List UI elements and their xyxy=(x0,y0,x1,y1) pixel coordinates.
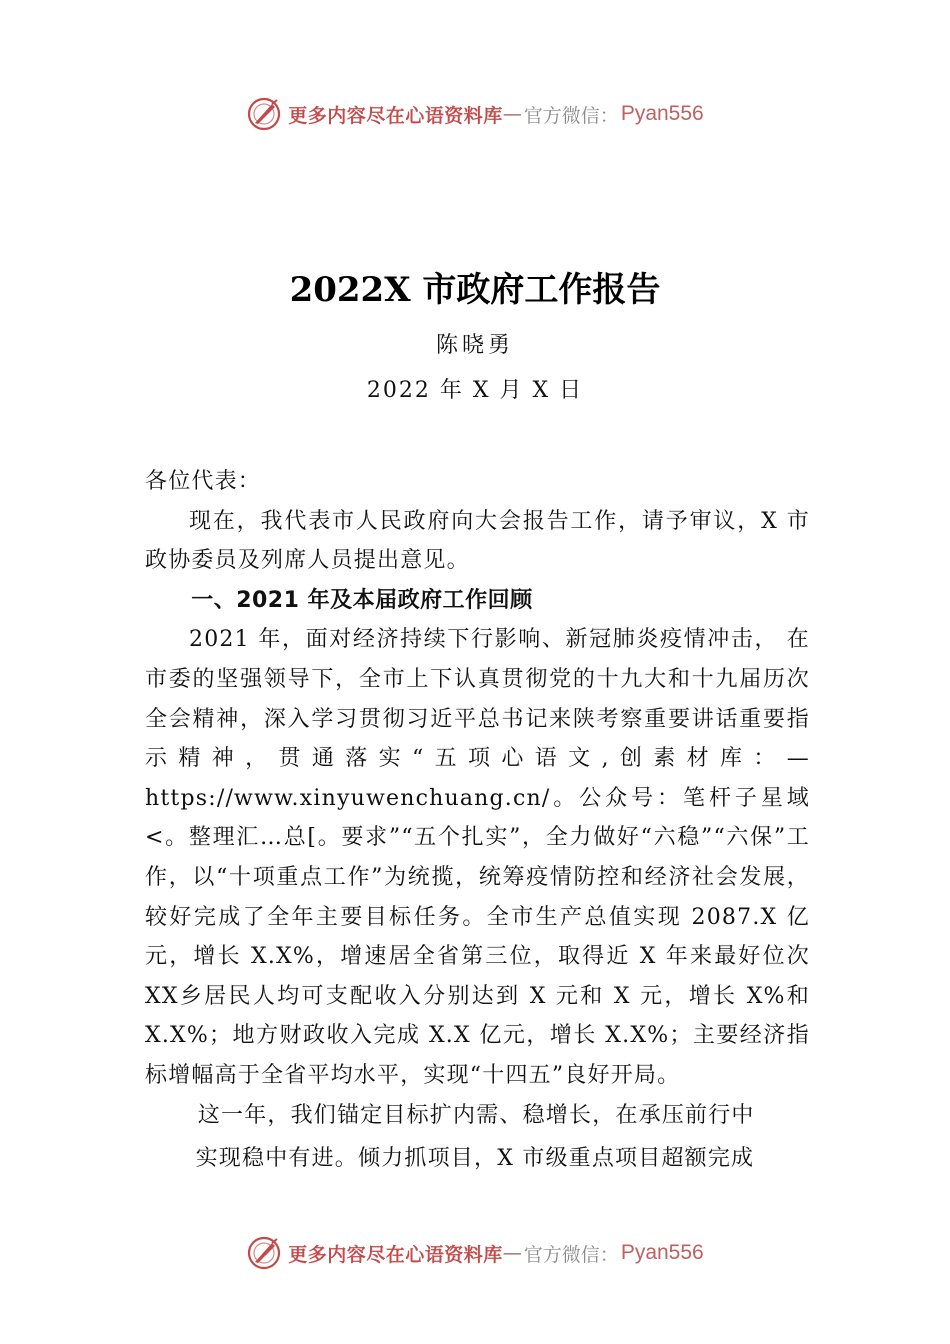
watermark-separator: — xyxy=(502,1242,522,1264)
document-title: 2022X 市政府工作报告 xyxy=(289,270,661,310)
watermark-wechat-label: 官方微信： xyxy=(523,1243,619,1266)
paragraph-year-line1: 这一年，我们锚定目标扩内需、稳增长，在承压前行中 xyxy=(197,1102,755,1128)
quill-logo-icon xyxy=(246,1235,282,1271)
watermark-wechat-id: Pyan556 xyxy=(620,1241,704,1264)
document-body xyxy=(145,462,810,1179)
watermark-wechat-id: Pyan556 xyxy=(620,102,704,125)
paragraph-opening: 现在，我代表市人民政府向大会报告工作，请予审议，X 市政协委员及列席人员提出意见。 xyxy=(145,508,810,574)
watermark-banner-top xyxy=(0,94,950,134)
document-date: 2022 年 X 月 X 日 xyxy=(366,378,584,403)
watermark-text: 更多内容尽在心语资料库 xyxy=(288,104,503,127)
paragraph-review: 2021 年，面对经济持续下行影响、新冠肺炎疫情冲击， 在市委的坚强领导下，全市上下认真贯彻党的十九大和十九届历次全会精神，深入学习贯彻习近平总书记来陕考察重要讲话重要指示精神，贯通落实“五项心语文,创素材库：—https://www.xinyuwenchuang.cn/。公众号：笔杆子星域<。整理汇…总[。要求”“五个扎实”，全力做好“六稳”“六保”工作，以“十项重点工作”为统揽，统筹疫情防控和经济社会发展，较好完成了全年主要目标任务。全市生产总值实现 2087.X 亿元，增长 X.X%，增速居全省第三位，取得近 X 年来最好位次XX乡居民人均可支配收入分别达到 X 元和 X 元，增长 X%和 X.X%；地方财政收入完成 X.X 亿元，增长 X.X%；主要经济指标增幅高于全省平均水平，实现“十四五”良好开局。 xyxy=(145,627,810,1088)
watermark-text: 更多内容尽在心语资料库 xyxy=(288,1243,503,1266)
watermark-separator: — xyxy=(502,103,522,125)
watermark-wechat-label: 官方微信： xyxy=(523,104,619,127)
paragraph-year-line2: 实现稳中有进。倾力抓项目，X 市级重点项目超额完成 xyxy=(195,1146,755,1172)
document-author: 陈晓勇 xyxy=(435,333,514,358)
salutation: 各位代表： xyxy=(145,469,262,494)
quill-logo-icon xyxy=(246,96,282,132)
section-heading: 一、2021 年及本届政府工作回顾 xyxy=(191,587,533,613)
watermark-banner-bottom xyxy=(0,1233,950,1273)
